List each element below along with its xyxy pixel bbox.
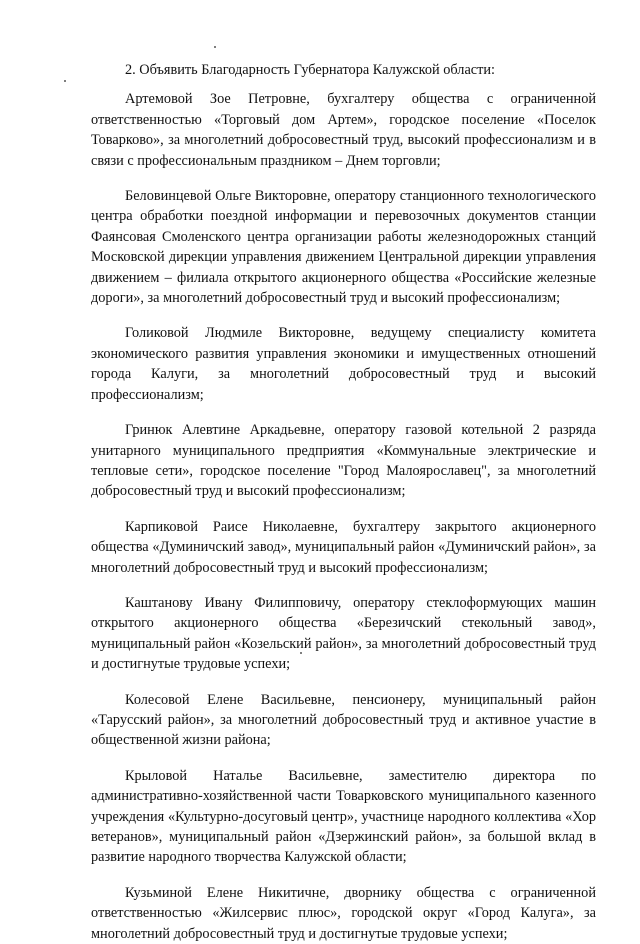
award-paragraph-grinyuk: Гринюк Алевтине Аркадьевне, оператору газовой котельной 2 разряда унитарного муниципального предприятия «Коммунальные электрические и тепловые сети», городское поселение "Город Малоярославец", за многолетний добросовестный труд и высокий профессионализм;	[91, 422, 596, 500]
award-paragraph-belovintseva: Беловинцевой Ольге Викторовне, оператору станционного технологического центра обработки поездной информации и перевозочных документов станции Фаянсовая Смоленского центра организации работы железнодорожных станций Московской дирекции управления движением Центральной дирекции управления движением – филиала открытого акционерного общества «Российские железные дороги», за многолетний добросовестный труд и высокий профессионализм;	[91, 188, 596, 307]
scan-speck	[64, 80, 66, 82]
section-heading: 2. Объявить Благодарность Губернатора Калужской области:	[125, 62, 496, 78]
award-paragraph-artemova: Артемовой Зое Петровне, бухгалтеру общества с ограниченной ответственностью «Торговый дом Артем», городское поселение «Поселок Товарково», за многолетний добросовестный труд, высокий профессионализм и в связи с профессиональным праздником – Днем торговли;	[91, 91, 596, 169]
award-paragraph-karpikova: Карпиковой Раисе Николаевне, бухгалтеру закрытого акционерного общества «Думиничский завод», муниципальный район «Думиничский район», за многолетний добросовестный труд и высокий профессионализм;	[91, 518, 596, 576]
award-paragraph-krylova: Крыловой Наталье Васильевне, заместителю директора по административно-хозяйственной части Товарковского муниципального казенного учреждения «Культурно-досуговый центр», участнице народного коллектива «Хор ветеранов», муниципальный район «Дзержинский район», за большой вклад в развитие народного творчества Калужской области;	[91, 767, 596, 866]
award-paragraph-kashtanov: Каштанову Ивану Филипповичу, оператору стеклоформующих машин открытого акционерного общества «Березичский стекольный завод», муниципальный район «Козельский район», за многолетний добросовестный труд и достигнутые трудовые успехи;	[91, 594, 596, 673]
award-paragraph-golikova: Голиковой Людмиле Викторовне, ведущему специалисту комитета экономического развития управления экономики и имущественных отношений города Калуги, за многолетний добросовестный труд и высокий профессионализм;	[91, 325, 596, 403]
scan-speck	[214, 46, 216, 48]
document-body	[91, 60, 596, 944]
award-paragraph-kolesova: Колесовой Елене Васильевне, пенсионеру, муниципальный район «Тарусский район», за многолетний добросовестный труд и активное участие в общественной жизни района;	[91, 691, 596, 749]
award-paragraph-kuzmina: Кузьминой Елене Никитичне, дворнику общества с ограниченной ответственностью «Жилсервис плюс», городской округ «Город Калуга», за многолетний добросовестный труд и достигнутые трудовые успехи;	[91, 884, 596, 942]
